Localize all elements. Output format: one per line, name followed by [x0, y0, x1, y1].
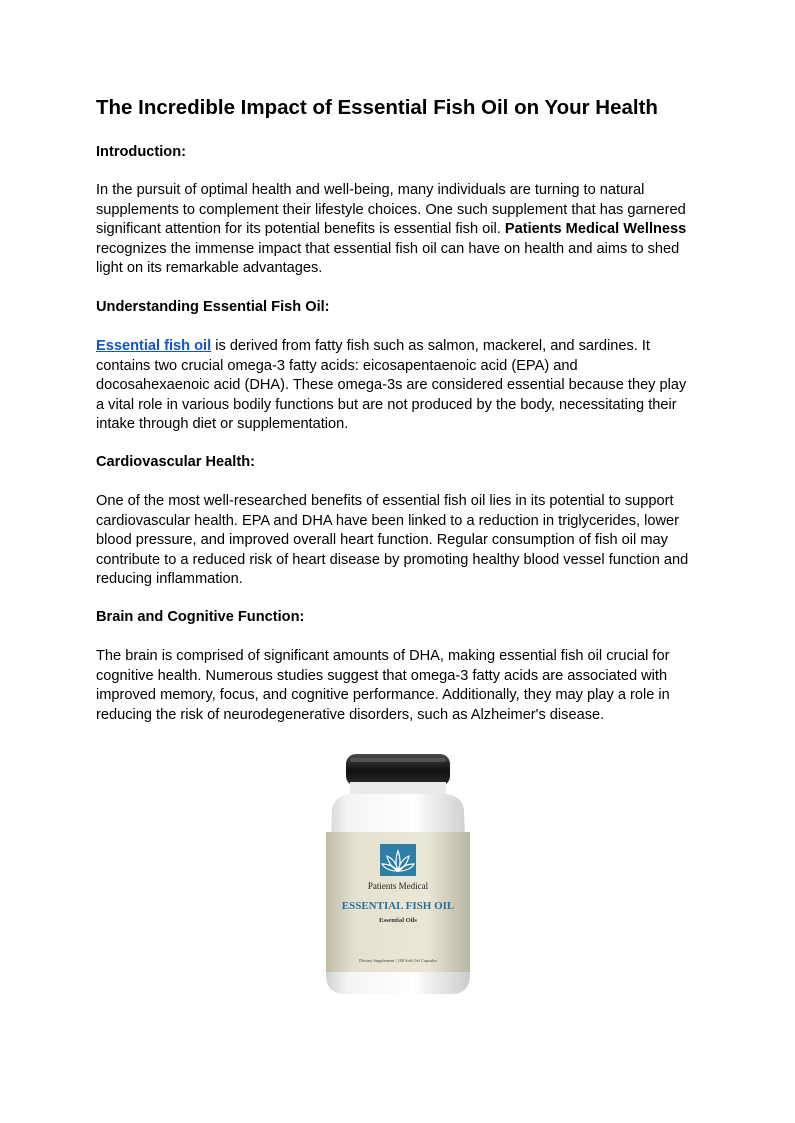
- text-segment: is derived from fatty fish such as salmon, mackerel, and sardines. It: [211, 338, 650, 354]
- text-line: improved memory, focus, and cognitive performance. Additionally, they may play a role in: [96, 687, 670, 703]
- text-line: docosahexaenoic acid (DHA). These omega-3s are considered essential because they play: [96, 377, 687, 393]
- text-line: In the pursuit of optimal health and well-being, many individuals are turning to natural: [96, 182, 645, 198]
- heading-cardiovascular: Cardiovascular Health:: [96, 454, 255, 470]
- label-footer: Dietary Supplement | 180 Soft Gel Capsules: [359, 958, 437, 963]
- text-line: a vital role in various bodily functions but are not produced by the body, necessitating their: [96, 396, 677, 413]
- label-brand: Patients Medical: [367, 881, 429, 891]
- text-line: [96, 337, 701, 357]
- label-product-name: ESSENTIAL FISH OIL: [341, 900, 455, 912]
- text-line: The brain is comprised of significant amounts of DHA, making essential fish oil crucial for: [96, 648, 670, 664]
- text-line: light on its remarkable advantages.: [96, 260, 323, 276]
- text-line: reducing the risk of neurodegenerative disorders, such as Alzheimer's disease.: [96, 706, 605, 723]
- paragraph-brain: [96, 647, 701, 725]
- text-segment: significant attention for its potential benefits is essential fish oil.: [96, 221, 501, 237]
- label-subtitle: Essential Oils: [379, 917, 417, 924]
- text-line: blood pressure, and improved overall heart function. Regular consumption of fish oil may: [96, 532, 668, 548]
- text-line: [96, 220, 701, 240]
- text-line: contains two crucial omega-3 fatty acids: eicosapentaenoic acid (EPA) and: [96, 357, 578, 374]
- fish-oil-bottle-image: [310, 750, 485, 1000]
- paragraph-introduction: [96, 181, 701, 279]
- heading-introduction: Introduction:: [96, 144, 186, 160]
- text-line: reducing inflammation.: [96, 571, 243, 587]
- text-line: cardiovascular health. EPA and DHA have been linked to a reduction in triglycerides, lower: [96, 512, 679, 529]
- text-line: cognitive health. Numerous studies suggest that omega-3 fatty acids are associated with: [96, 667, 668, 684]
- page-title: The Incredible Impact of Essential Fish Oil on Your Health: [96, 96, 658, 119]
- text-line: intake through diet or supplementation.: [96, 416, 349, 432]
- brand-name: Patients Medical Wellness: [504, 221, 687, 237]
- paragraph-understanding: [96, 337, 701, 435]
- paragraph-cardiovascular: [96, 492, 701, 590]
- text-line: One of the most well-researched benefits of essential fish oil lies in its potential to support: [96, 493, 674, 509]
- heading-understanding: Understanding Essential Fish Oil:: [96, 299, 330, 315]
- text-line: supplements to complement their lifestyle choices. One such supplement that has garnered: [96, 201, 686, 218]
- heading-brain: Brain and Cognitive Function:: [96, 609, 305, 625]
- text-line: contribute to a reduced risk of heart disease by promoting healthy blood vessel function and: [96, 551, 689, 568]
- text-line: recognizes the immense impact that essential fish oil can have on health and aims to shed: [96, 240, 680, 257]
- essential-fish-oil-link[interactable]: Essential fish oil: [96, 338, 212, 354]
